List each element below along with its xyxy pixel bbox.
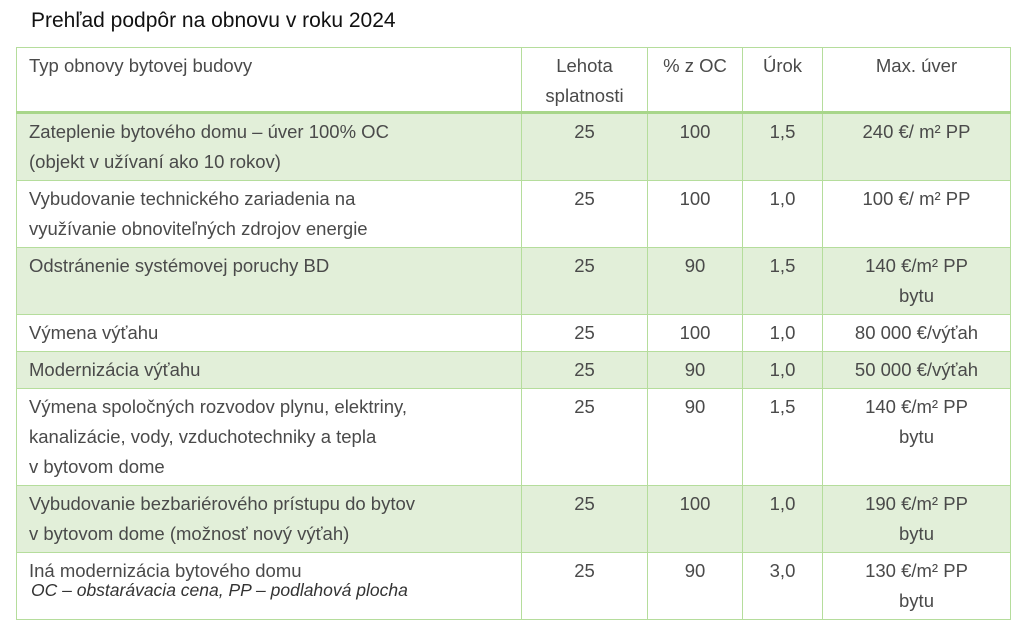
cell-interest: 1,5 (743, 248, 823, 315)
cell-percent: 100 (648, 486, 743, 553)
header-max-loan: Max. úver (823, 48, 1011, 113)
cell-term: 25 (522, 389, 648, 486)
cell-term: 25 (522, 553, 648, 620)
cell-term: 25 (522, 352, 648, 389)
cell-max-loan (823, 113, 1011, 181)
cell-type-line: v bytovom dome (29, 456, 165, 477)
cell-max-loan-line: 190 €/m² PP (865, 493, 968, 514)
cell-interest: 1,0 (743, 352, 823, 389)
cell-term: 25 (522, 181, 648, 248)
cell-type-line: Vybudovanie technického zariadenia na (29, 188, 356, 209)
cell-max-loan-line: bytu (899, 523, 934, 544)
cell-type (17, 389, 522, 486)
cell-term: 25 (522, 248, 648, 315)
table-body (17, 113, 1011, 620)
cell-max-loan-line: 50 000 €/výťah (854, 359, 979, 380)
cell-type (17, 352, 522, 389)
cell-max-loan (823, 315, 1011, 352)
header-type: Typ obnovy bytovej budovy (17, 48, 522, 113)
cell-type-line: kanalizácie, vody, vzduchotechniky a tepla (29, 426, 377, 447)
cell-type (17, 248, 522, 315)
support-table-container (16, 47, 1010, 620)
cell-type-line: Výmena výťahu (29, 322, 159, 343)
table-row (17, 248, 1011, 315)
table-row (17, 389, 1011, 486)
cell-max-loan-line: bytu (899, 426, 934, 447)
cell-max-loan-line: bytu (899, 285, 934, 306)
cell-max-loan (823, 553, 1011, 620)
table-row (17, 486, 1011, 553)
cell-type-line: Výmena spoločných rozvodov plynu, elektriny, (29, 396, 408, 417)
cell-max-loan-line: 100 €/ m² PP (862, 188, 971, 209)
cell-type-line: (objekt v užívaní ako 10 rokov) (29, 151, 281, 172)
cell-type-line: Odstránenie systémovej poruchy BD (29, 255, 330, 276)
cell-term: 25 (522, 113, 648, 181)
cell-type-line: Iná modernizácia bytového domu (29, 560, 302, 581)
cell-type-line: Modernizácia výťahu (29, 359, 201, 380)
cell-max-loan-line: 140 €/m² PP (865, 396, 968, 417)
cell-type (17, 315, 522, 352)
page-title: Prehľad podpôr na obnovu v roku 2024 (31, 9, 396, 32)
cell-percent: 90 (648, 553, 743, 620)
table-header-row (17, 48, 1011, 113)
table-row (17, 113, 1011, 181)
cell-percent: 90 (648, 248, 743, 315)
cell-max-loan (823, 352, 1011, 389)
header-percent: % z OC (648, 48, 743, 113)
cell-max-loan-line: 140 €/m² PP (865, 255, 968, 276)
support-table (16, 47, 1011, 620)
table-row (17, 181, 1011, 248)
cell-interest: 1,5 (743, 113, 823, 181)
cell-percent: 100 (648, 315, 743, 352)
cell-interest: 1,5 (743, 389, 823, 486)
cell-type-line: Zateplenie bytového domu – úver 100% OC (29, 121, 389, 142)
cell-interest: 1,0 (743, 181, 823, 248)
cell-max-loan-line: bytu (899, 590, 934, 611)
table-row (17, 315, 1011, 352)
cell-interest: 1,0 (743, 486, 823, 553)
cell-max-loan-line: 240 €/ m² PP (862, 121, 971, 142)
cell-percent: 100 (648, 181, 743, 248)
header-interest: Úrok (743, 48, 823, 113)
cell-max-loan (823, 389, 1011, 486)
cell-max-loan-line: 80 000 €/výťah (854, 322, 979, 343)
footnote: OC – obstarávacia cena, PP – podlahová plocha (31, 580, 408, 600)
header-term: Lehota splatnosti (522, 48, 648, 113)
cell-type-line: Vybudovanie bezbariérového prístupu do bytov (29, 493, 416, 514)
cell-interest: 3,0 (743, 553, 823, 620)
cell-interest: 1,0 (743, 315, 823, 352)
cell-type (17, 113, 522, 181)
cell-term: 25 (522, 315, 648, 352)
cell-type-line: v bytovom dome (možnosť nový výťah) (29, 523, 350, 544)
cell-percent: 100 (648, 113, 743, 181)
cell-max-loan (823, 486, 1011, 553)
cell-type (17, 486, 522, 553)
cell-percent: 90 (648, 352, 743, 389)
cell-percent: 90 (648, 389, 743, 486)
cell-type (17, 181, 522, 248)
cell-max-loan-line: 130 €/m² PP (865, 560, 968, 581)
cell-term: 25 (522, 486, 648, 553)
cell-max-loan (823, 181, 1011, 248)
cell-type-line: využívanie obnoviteľných zdrojov energie (29, 218, 368, 239)
table-row (17, 352, 1011, 389)
cell-max-loan (823, 248, 1011, 315)
